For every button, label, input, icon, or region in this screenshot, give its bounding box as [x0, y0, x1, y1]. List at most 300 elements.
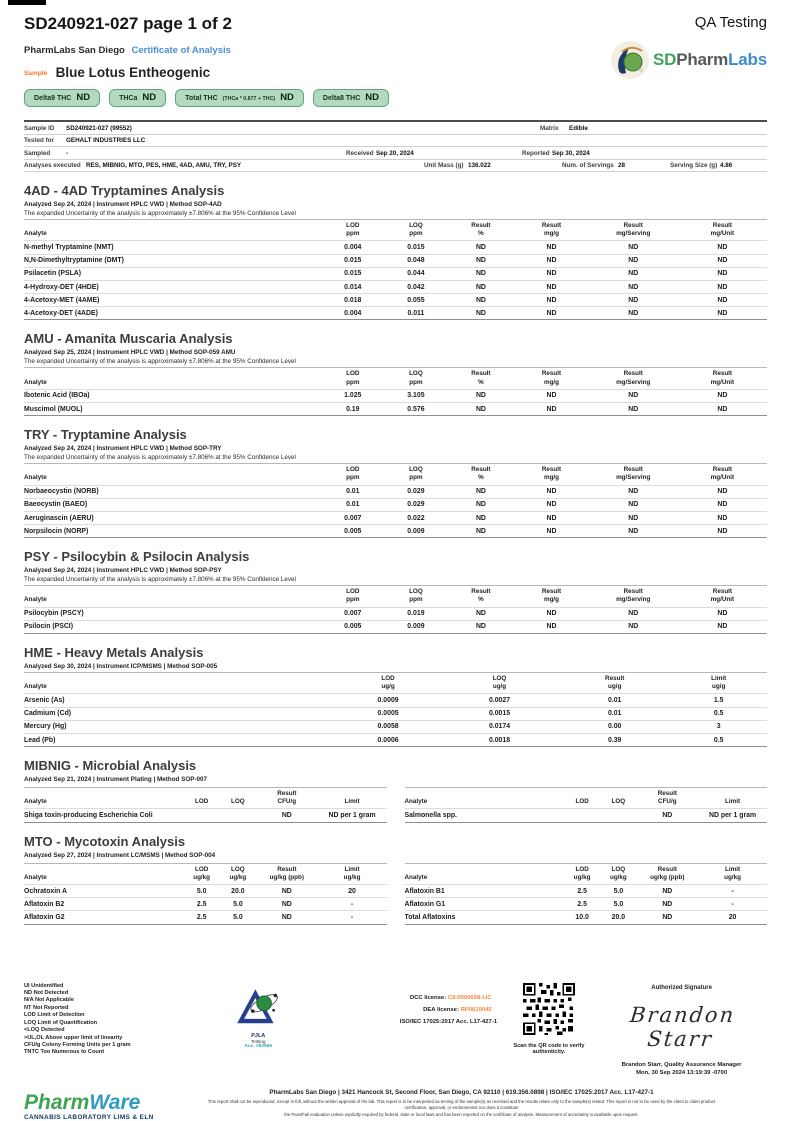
badge-label: Delta8 THC [322, 95, 361, 102]
column-header: Result mg/Serving [589, 220, 678, 241]
column-header: Analyte [24, 586, 321, 607]
table-row [24, 498, 767, 511]
value-cell: ND [447, 498, 514, 511]
column-header: Limit [318, 788, 387, 809]
table-row [24, 898, 387, 911]
pjla-logo-icon [232, 983, 284, 1027]
table-row [24, 525, 767, 538]
column-header: Result mg/g [514, 586, 588, 607]
value-cell: 0.0058 [336, 720, 440, 733]
column-header: LOQ ppm [384, 368, 447, 389]
value-cell: 0.015 [321, 267, 384, 280]
pharmware-logo [24, 1086, 196, 1121]
lab-address: PharmLabs San Diego | 3421 Hancock St, Second Floor, San Diego, CA 92110 | 619.356.0898 | ISO/IEC 17025:2017 Acc. L17-427-1 [269, 1089, 654, 1097]
column-header: Limit ug/kg [318, 863, 387, 884]
value-cell: 0.0006 [336, 733, 440, 746]
analyte-cell: Shiga toxin-producing Escherichia Coli [24, 809, 184, 822]
value-cell: ND [514, 241, 588, 254]
value-cell: 0.01 [559, 707, 670, 720]
column-header: Analyte [24, 464, 321, 485]
value-cell: 0.0027 [440, 694, 559, 707]
value-cell: ND [447, 607, 514, 620]
column-header: Result mg/Serving [589, 586, 678, 607]
value-cell: ND [589, 607, 678, 620]
table-row [24, 280, 767, 293]
value-cell: 0.005 [321, 525, 384, 538]
value-cell: ND [589, 254, 678, 267]
signer-name-title: Brandon Starr, Quality Assurance Manager [621, 1061, 742, 1068]
column-header: Analyte [24, 863, 184, 884]
sdpharmlabs-logo [610, 40, 767, 80]
value-cell: ND [514, 280, 588, 293]
table-row [24, 620, 767, 633]
value-cell: ND [447, 307, 514, 320]
column-header: LOQ ppm [384, 220, 447, 241]
value-cell: - [318, 911, 387, 924]
table-row [405, 898, 768, 911]
dcc-license-line: DCC license: C8-0000698-LIC [409, 994, 492, 1001]
uncertainty-note: The expanded Uncertainty of the analysis is approximately ±7.806% at the 95% Confidence Level [24, 210, 296, 217]
value-cell: ND [589, 620, 678, 633]
column-header: LOD ug/kg [184, 863, 220, 884]
analyte-cell: Lead (Pb) [24, 733, 336, 746]
table-header-row [24, 863, 387, 884]
column-header: LOQ ug/kg [220, 863, 256, 884]
value-cell: 0.042 [384, 280, 447, 293]
value-cell: - [698, 884, 767, 897]
value-cell: 0.014 [321, 280, 384, 293]
value-cell: 10.0 [564, 911, 600, 924]
value-cell: ND [447, 280, 514, 293]
value-cell: ND [589, 307, 678, 320]
value-cell: 0.0009 [336, 694, 440, 707]
value-cell: ND [678, 294, 767, 307]
column-header: Result CFU/g [256, 788, 318, 809]
column-header: Analyte [405, 788, 565, 809]
analyte-cell: Psilocybin (PSCY) [24, 607, 321, 620]
analyte-cell: Arsenic (As) [24, 694, 336, 707]
column-header: LOD [564, 788, 600, 809]
analysis-table [24, 863, 387, 925]
column-header: Result mg/g [514, 220, 588, 241]
value-cell: 3 [670, 720, 767, 733]
value-cell: 0.011 [384, 307, 447, 320]
badge-label: Total THC [185, 95, 218, 102]
analysis-table [405, 863, 768, 925]
column-header: LOD ppm [321, 220, 384, 241]
value-cell: ND [678, 620, 767, 633]
reported-value: Sep 30, 2024 [552, 149, 590, 157]
dea-license-value: RP0610045 [460, 1006, 492, 1013]
legend-line: ND Not Detected [24, 989, 69, 996]
value-cell: 20 [318, 884, 387, 897]
analyte-cell: N-methyl Tryptamine (NMT) [24, 241, 321, 254]
column-header: Limit ug/g [670, 673, 767, 694]
sample-info-row [24, 122, 767, 135]
value-cell: 0.19 [321, 403, 384, 416]
legend-line: >UL,OL Above upper limit of linearity [24, 1034, 123, 1041]
analyte-cell: Muscimol (MUOL) [24, 403, 321, 416]
value-cell: ND [678, 525, 767, 538]
uncertainty-note: The expanded Uncertainty of the analysis is approximately ±7.806% at the 95% Confidence Level [24, 454, 296, 462]
column-header: Analyte [405, 863, 565, 884]
analyte-cell: Aflatoxin G1 [405, 898, 565, 911]
thc-badge [109, 89, 166, 107]
analyte-cell: Norpsilocin (NORP) [24, 525, 321, 538]
value-cell: ND [589, 280, 678, 293]
table-row [24, 911, 387, 924]
servings-value: 28 [618, 162, 626, 169]
value-cell: 0.01 [321, 485, 384, 498]
value-cell: 5.0 [220, 898, 256, 911]
value-cell: ND [514, 485, 588, 498]
value-cell: ND [447, 241, 514, 254]
value-cell: ND [678, 403, 767, 416]
legend-line: NT Not Reported [24, 1004, 69, 1011]
sdpharmlabs-emblem [610, 40, 650, 80]
value-cell: ND [589, 294, 678, 307]
analyses-label: Analyses executed [24, 162, 81, 169]
section-meta: Analyzed Sep 24, 2024 | Instrument HPLC VWD | Method SOP-4AD [24, 201, 222, 208]
column-header: Result % [447, 464, 514, 485]
badge-value: ND [142, 92, 157, 103]
value-cell: ND [678, 498, 767, 511]
section-meta: Analyzed Sep 24, 2024 | Instrument HPLC VWD | Method SOP-TRY [24, 445, 222, 453]
value-cell: ND [678, 241, 767, 254]
sampled-label: Sampled [24, 149, 51, 157]
value-cell: ND [637, 884, 699, 897]
analyte-cell: Psilacetin (PSLA) [24, 267, 321, 280]
value-cell: 2.5 [184, 911, 220, 924]
column-header: LOQ ppm [384, 464, 447, 485]
value-cell: 0.004 [321, 241, 384, 254]
column-header: LOQ ppm [384, 586, 447, 607]
value-cell: 0.0005 [336, 707, 440, 720]
value-cell: ND [256, 809, 318, 822]
value-cell: ND [514, 525, 588, 538]
value-cell: 0.576 [384, 403, 447, 416]
section-title: AMU - Amanita Muscaria Analysis [24, 331, 233, 347]
servings-label: Num. of Servings [562, 162, 614, 169]
value-cell: ND [637, 911, 699, 924]
table-row [24, 511, 767, 524]
analyte-cell: Total Aflatoxins [405, 911, 565, 924]
table-header-row [24, 788, 387, 809]
analysis-table [24, 219, 767, 320]
document-id: SD240921-027 page 1 of 2 [24, 14, 232, 33]
analysis-table [24, 672, 767, 747]
value-cell: 0.0018 [440, 733, 559, 746]
value-cell: ND [256, 884, 318, 897]
value-cell: ND [514, 498, 588, 511]
value-cell: 5.0 [600, 884, 636, 897]
value-cell: ND [514, 294, 588, 307]
analysis-table [24, 463, 767, 538]
section-meta: Analyzed Sep 30, 2024 | Instrument ICP/MSMS | Method SOP-005 [24, 663, 218, 670]
column-header: Result ug/g [559, 673, 670, 694]
column-header: Result mg/Unit [678, 220, 767, 241]
value-cell [184, 809, 220, 822]
column-header: Limit ug/kg [698, 863, 767, 884]
pjla-accreditation-block [213, 983, 304, 1049]
analyte-cell: Ibotenic Acid (IBOa) [24, 389, 321, 402]
column-header: Result % [447, 368, 514, 389]
pjla-sub: Testing [250, 1038, 266, 1044]
section-title: TRY - Tryptamine Analysis [24, 427, 187, 443]
reported-label: Reported [522, 149, 550, 157]
table-row [24, 809, 387, 822]
lab-name: PharmLabs San Diego [24, 45, 125, 56]
value-cell: 1.5 [670, 694, 767, 707]
licenses-block [399, 983, 498, 1029]
value-cell: ND [678, 280, 767, 293]
value-cell: 0.048 [384, 254, 447, 267]
badge-value: ND [76, 92, 91, 103]
value-cell: ND [514, 267, 588, 280]
value-cell: 0.01 [321, 498, 384, 511]
badge-value: ND [365, 92, 379, 103]
analysis-section [24, 183, 767, 320]
table-row [24, 733, 767, 746]
sample-id-label: Sample ID [24, 124, 55, 132]
analysis-section [24, 834, 767, 925]
analyte-cell: Mercury (Hg) [24, 720, 336, 733]
table-row [24, 294, 767, 307]
value-cell: ND [256, 898, 318, 911]
value-cell: ND per 1 gram [698, 809, 767, 822]
value-cell: ND per 1 gram [318, 809, 387, 822]
table-row [24, 241, 767, 254]
dual-table-container [24, 861, 767, 925]
table-header-row [405, 863, 768, 884]
dual-table-container [24, 785, 767, 823]
value-cell: ND [678, 307, 767, 320]
thc-badge [313, 89, 389, 107]
value-cell: ND [447, 525, 514, 538]
column-header: Result mg/Unit [678, 464, 767, 485]
column-header: LOQ ug/kg [600, 863, 636, 884]
value-cell: 0.055 [384, 294, 447, 307]
legend-line: CFU/g Colony Forming Units per 1 gram [24, 1042, 131, 1049]
value-cell: 0.015 [384, 241, 447, 254]
unit-mass-value: 136.022 [468, 162, 491, 169]
unit-mass-label: Unit Mass (g) [424, 162, 464, 169]
value-cell: 2.5 [184, 898, 220, 911]
badge-label: THCa [119, 95, 138, 102]
qa-testing-label: QA Testing [694, 14, 767, 31]
value-cell: 0.015 [321, 254, 384, 267]
table-row [24, 254, 767, 267]
value-cell: ND [514, 254, 588, 267]
value-cell: 0.007 [321, 511, 384, 524]
legend-line: TNTC Too Numerous to Count [24, 1049, 105, 1056]
uncertainty-note: The expanded Uncertainty of the analysis is approximately ±7.806% at the 95% Confidence Level [24, 358, 296, 366]
dcc-license-value: C8-0000698-LIC [447, 994, 492, 1001]
value-cell: 0.0174 [440, 720, 559, 733]
column-header: LOQ [220, 788, 256, 809]
legend-line: LOQ Limit of Quantification [24, 1019, 98, 1026]
analyte-cell: 4-Hydroxy-DET (4HDE) [24, 280, 321, 293]
value-cell: ND [514, 307, 588, 320]
serving-size-value: 4.86 [720, 162, 733, 169]
table-row [24, 720, 767, 733]
value-cell: 1.025 [321, 389, 384, 402]
sample-info-row [24, 147, 767, 160]
signature-block [596, 983, 767, 1079]
value-cell: ND [678, 389, 767, 402]
value-cell: ND [447, 389, 514, 402]
table-row [24, 694, 767, 707]
table-row [405, 884, 768, 897]
value-cell: ND [514, 511, 588, 524]
table-row [24, 707, 767, 720]
value-cell: ND [256, 911, 318, 924]
received-value: Sep 20, 2024 [376, 149, 414, 157]
sample-name: Blue Lotus Entheogenic [55, 65, 211, 80]
analyte-cell: 4-Acetoxy-DET (4ADE) [24, 307, 321, 320]
sample-info-table [24, 120, 767, 172]
analysis-section [24, 758, 767, 823]
badge-formula: (THCa * 0.877 + THC) [222, 96, 276, 102]
legend-line: UI Unidentified [24, 982, 64, 989]
sdpharmlabs-wordmark: SDPharmLabs [652, 50, 767, 69]
signature-script: Brandon Starr [629, 1002, 737, 1051]
table-header-row [24, 464, 767, 485]
value-cell: 20.0 [600, 911, 636, 924]
matrix-label: Matrix [540, 124, 559, 132]
value-cell: ND [678, 254, 767, 267]
column-header: Result CFU/g [637, 788, 699, 809]
value-cell: ND [447, 620, 514, 633]
dea-license-line: DEA license: RP0610045 [423, 1006, 492, 1013]
value-cell: 0.018 [321, 294, 384, 307]
value-cell: 0.029 [384, 498, 447, 511]
value-cell [220, 809, 256, 822]
analysis-table [405, 787, 768, 823]
certificate-title: Certificate of Analysis [131, 45, 231, 56]
footer-bottom [24, 1086, 767, 1121]
legend-line: LOD Limit of Detection [24, 1012, 85, 1019]
value-cell: 5.0 [220, 911, 256, 924]
value-cell: 0.022 [384, 511, 447, 524]
table-row [24, 485, 767, 498]
column-header: Limit [698, 788, 767, 809]
value-cell: 5.0 [600, 898, 636, 911]
analysis-section [24, 331, 767, 416]
value-cell: 0.0015 [440, 707, 559, 720]
legend-line: <LOQ Detected [24, 1027, 65, 1034]
analysis-section [24, 645, 767, 747]
column-header: Analyte [24, 788, 184, 809]
value-cell: ND [447, 485, 514, 498]
value-cell: 0.005 [321, 620, 384, 633]
section-meta: Analyzed Sep 27, 2024 | Instrument LC/MSMS | Method SOP-004 [24, 851, 216, 859]
analyte-cell: Ochratoxin A [24, 884, 184, 897]
value-cell [564, 809, 600, 822]
table-row [24, 307, 767, 320]
value-cell: 0.01 [559, 694, 670, 707]
column-header: LOD [184, 788, 220, 809]
column-header: Result mg/g [514, 368, 588, 389]
column-header: Result mg/Serving [589, 368, 678, 389]
column-header: LOD ppm [321, 586, 384, 607]
value-cell: 20.0 [220, 884, 256, 897]
column-header: Result ug/kg (ppb) [637, 863, 699, 884]
value-cell: - [318, 898, 387, 911]
qr-code [523, 983, 575, 1035]
thc-badge [24, 89, 100, 107]
section-meta: Analyzed Sep 24, 2024 | Instrument HPLC VWD | Method SOP-PSY [24, 567, 222, 575]
column-header: Result mg/g [514, 464, 588, 485]
analysis-section [24, 549, 767, 634]
table-header-row [405, 788, 768, 809]
analyte-cell: Cadmium (Cd) [24, 707, 336, 720]
section-meta: Analyzed Sep 21, 2024 | Instrument Plating | Method SOP-007 [24, 776, 208, 784]
value-cell: 0.00 [559, 720, 670, 733]
value-cell: 0.004 [321, 307, 384, 320]
value-cell: ND [514, 620, 588, 633]
qr-block [502, 983, 597, 1055]
table-row [24, 389, 767, 402]
value-cell: ND [447, 294, 514, 307]
value-cell: ND [637, 809, 699, 822]
serving-size-label: Serving Size (g) [670, 162, 718, 169]
value-cell: ND [447, 267, 514, 280]
value-cell: 0.044 [384, 267, 447, 280]
value-cell: ND [678, 485, 767, 498]
section-title: MIBNIG - Microbial Analysis [24, 758, 197, 774]
value-cell: ND [589, 389, 678, 402]
legend-line: N/A Not Applicable [24, 997, 74, 1004]
value-cell: ND [589, 267, 678, 280]
value-cell: ND [678, 607, 767, 620]
section-title: PSY - Psilocybin & Psilocin Analysis [24, 549, 250, 565]
section-title: HME - Heavy Metals Analysis [24, 645, 204, 660]
section-title: 4AD - 4AD Tryptamines Analysis [24, 183, 225, 198]
value-cell: 0.007 [321, 607, 384, 620]
badge-value: ND [280, 92, 294, 103]
column-header: Result mg/Unit [678, 368, 767, 389]
legal-disclaimer: This report shall not be reproduced, except in full, without the written approval of the lab. This report is to be interpreted as testing of the sample(s) as received and the results relate only to the sample(s) tested. This report is not to be used by the client to claim product certification, approval, or endorsement nor does it constitute the Pass/Fail evaluation unless explicitly required by federal, state or local laws and has been reported on the certificate of analysis. Measurement of uncertainty is available upon request. [207, 1099, 716, 1117]
uncertainty-note: The expanded Uncertainty of the analysis is approximately ±7.806% at the 95% Confidence Level [24, 576, 296, 584]
value-cell: ND [514, 607, 588, 620]
value-cell: 0.029 [384, 485, 447, 498]
column-header: LOD ppm [321, 368, 384, 389]
value-cell: ND [589, 485, 678, 498]
analysis-table [24, 787, 387, 823]
analyte-cell: Norbaeocystin (NORB) [24, 485, 321, 498]
value-cell: 0.009 [384, 525, 447, 538]
value-cell: ND [447, 403, 514, 416]
analyte-cell: Salmonella spp. [405, 809, 565, 822]
column-header: Result % [447, 586, 514, 607]
value-cell: ND [637, 898, 699, 911]
column-header: Result ug/kg (ppb) [256, 863, 318, 884]
sample-id-value: SD240921-027 (99552) [66, 124, 132, 132]
section-meta: Analyzed Sep 25, 2024 | Instrument HPLC VWD | Method SOP-059 AMU [24, 349, 236, 357]
value-cell: ND [447, 254, 514, 267]
table-header-row [24, 586, 767, 607]
value-cell: ND [514, 403, 588, 416]
analyte-cell: Aeruginascin (AERU) [24, 511, 321, 524]
pharmware-tagline: CANNABIS LABORATORY LIMS & ELN [24, 1114, 154, 1121]
column-header: LOQ [600, 788, 636, 809]
analyte-cell: Baeocystin (BAEO) [24, 498, 321, 511]
received-label: Received [346, 149, 374, 157]
analyte-cell: N,N-Dimethyltryptamine (DMT) [24, 254, 321, 267]
value-cell: ND [678, 511, 767, 524]
value-cell: ND [589, 241, 678, 254]
